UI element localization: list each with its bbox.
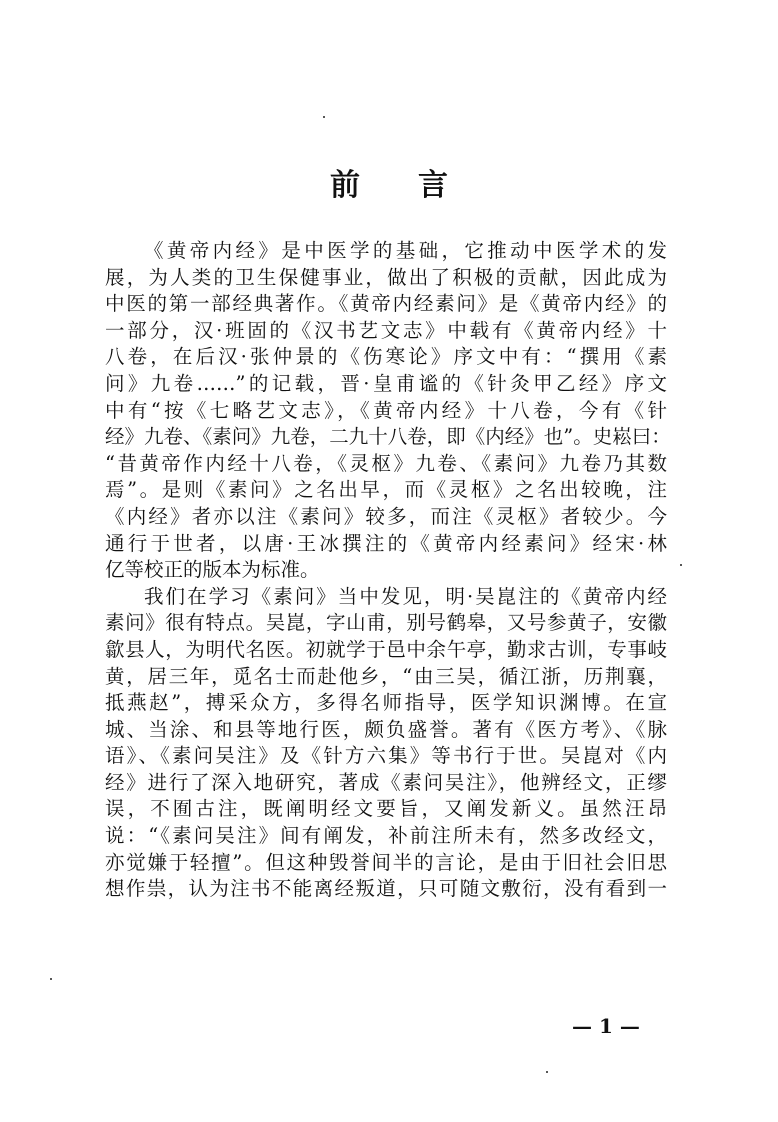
text-line: 《黄帝内经》是中医学的基础，它推动中医学术的发 xyxy=(144,239,667,262)
scan-speck xyxy=(546,1071,548,1073)
text-line: 黄，居三年，觅名士而赴他乡，“由三吴，循江浙，历荆襄， xyxy=(105,664,667,688)
title-char-2: 言 xyxy=(418,168,448,203)
text-line: 亿等校正的版本为标准。 xyxy=(105,558,320,582)
text-line: 说：“《素问吴注》间有阐发，补前注所未有，然多改经文， xyxy=(105,824,667,848)
text-line: 歙县人，为明代名医。初就学于邑中余午亭，勤求古训，专事岐 xyxy=(105,637,667,661)
scan-speck xyxy=(50,978,52,980)
text-line: 《内经》者亦以注《素问》较多，而注《灵枢》者较少。今 xyxy=(105,504,667,528)
text-line: 语》、《素问吴注》及《针方六集》等书行于世。吴崑对《内 xyxy=(105,744,667,768)
text-line: 八卷，在后汉·张仲景的《伤寒论》序文中有：“撰用《素 xyxy=(105,345,667,369)
text-line: “昔黄帝作内经十八卷，《灵枢》九卷、《素问》九卷乃其数 xyxy=(105,451,667,475)
text-line: 一部分，汉·班固的《汉书艺文志》中载有《黄帝内经》十 xyxy=(105,318,667,342)
paragraph-2 xyxy=(105,584,667,903)
scan-speck xyxy=(323,116,325,118)
page-title xyxy=(0,160,778,204)
preface-body xyxy=(105,238,671,903)
text-line: 展，为人类的卫生保健事业，做出了积极的贡献，因此成为 xyxy=(105,265,667,289)
text-line: 想作祟，认为注书不能离经叛道，只可随文敷衍，没有看到一 xyxy=(105,877,667,901)
title-char-1: 前 xyxy=(330,168,360,203)
text-line: 亦觉嫌于轻擅”。但这种毁誉间半的言论，是由于旧社会旧思 xyxy=(105,850,667,874)
scan-speck xyxy=(680,564,682,566)
text-line: 抵燕赵”，搏采众方，多得名师指导，医学知识渊博。在宣 xyxy=(105,691,667,715)
text-line: 通行于世者，以唐·王冰撰注的《黄帝内经素问》经宋·林 xyxy=(105,531,667,555)
text-line: 问》九卷……”的记载，晋·皇甫谧的《针灸甲乙经》序文 xyxy=(105,371,667,395)
paragraph-1 xyxy=(105,238,671,584)
text-line: 我们在学习《素问》当中发见，明·吴崑注的《黄帝内经 xyxy=(144,584,667,608)
text-line: 中有“按《七略艺文志》，《黄帝内经》十八卷，今有《针 xyxy=(105,398,667,422)
text-line: 素问》很有特点。吴崑，字山甫，别号鹤皋，又号参黄子，安徽 xyxy=(105,611,667,635)
text-line: 中医的第一部经典著作。《黄帝内经素问》是《黄帝内经》的 xyxy=(105,292,667,316)
text-line: 误，不囿古注，既阐明经文要旨，又阐发新义。虽然汪昂 xyxy=(105,797,667,821)
text-line: 经》进行了深入地研究，著成《素问吴注》，他辨经文，正缪 xyxy=(105,770,667,794)
text-line: 城、当涂、和县等地行医，颇负盛誉。著有《医方考》、《脉 xyxy=(105,717,667,741)
text-line: 经》九卷、《素问》九卷，二九十八卷，即《内经》也”。史崧曰： xyxy=(105,425,671,449)
page-number: — 1 — xyxy=(572,1014,640,1038)
text-line: 焉”。是则《素问》之名出早，而《灵枢》之名出较晚，注 xyxy=(105,478,667,502)
